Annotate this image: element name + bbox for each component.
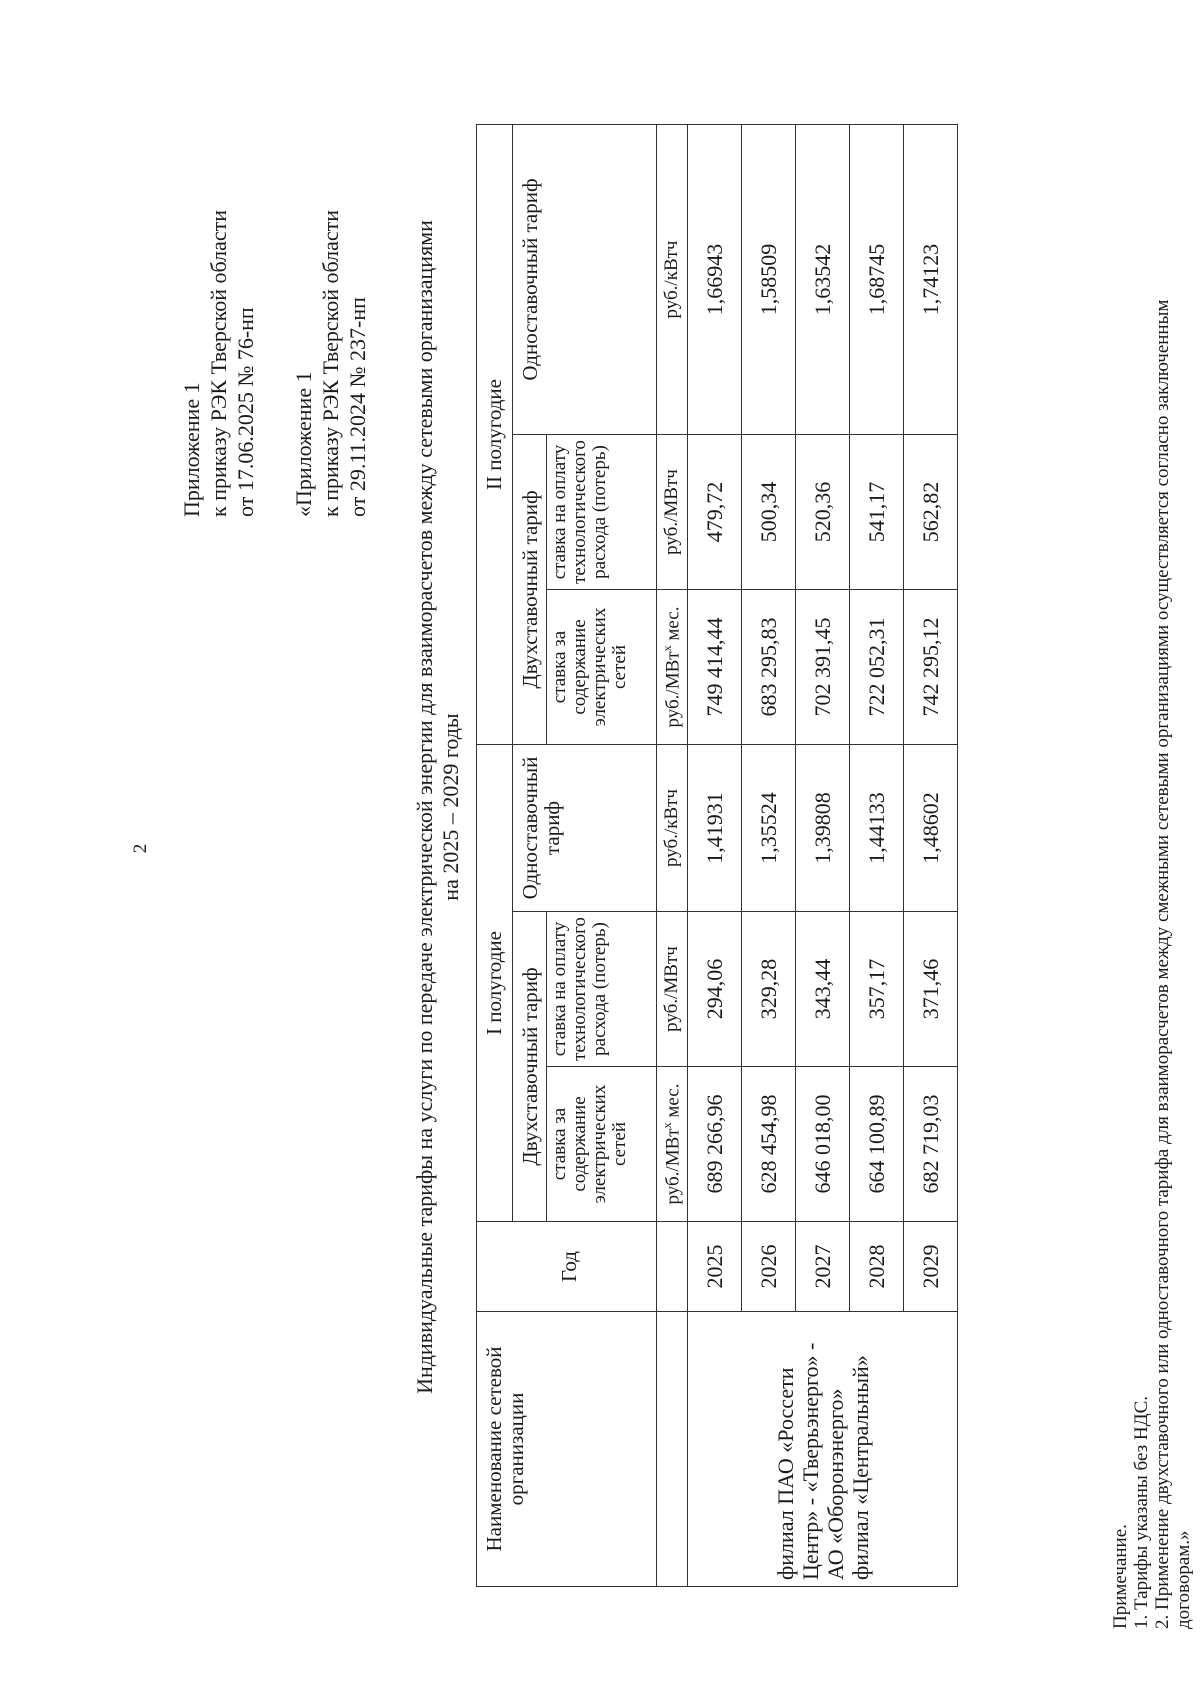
cell-h2-one-part: 1,68745 xyxy=(850,125,904,435)
unit-cell-empty xyxy=(657,1312,688,1587)
unit-maintenance xyxy=(657,1067,688,1222)
cell-h1-losses: 294,06 xyxy=(688,912,742,1067)
header-org-name: Наименование сетевой организации xyxy=(477,1312,657,1587)
header-first-half: I полугодие xyxy=(477,745,513,1222)
unit-superscript: х xyxy=(659,645,674,652)
unit-losses: руб./МВтч xyxy=(657,912,688,1067)
cell-h2-maintenance: 742 295,12 xyxy=(904,590,958,745)
header-year: Год xyxy=(477,1222,657,1312)
unit-one-part: руб./кВтч xyxy=(657,125,688,435)
header-rate-maintenance: ставка за содержание электрических сетей xyxy=(547,590,657,745)
note-item: 1. Тарифы указаны без НДС. xyxy=(1131,1395,1152,1629)
header-two-part-tariff: Двухставочный тариф xyxy=(513,435,547,745)
cell-h1-losses: 357,17 xyxy=(850,912,904,1067)
note-item: договорам.» xyxy=(1173,1530,1194,1629)
cell-h1-maintenance: 628 454,98 xyxy=(742,1067,796,1222)
cell-h2-losses: 479,72 xyxy=(688,435,742,590)
table-row xyxy=(688,125,742,1587)
appendix-line: от 29.11.2024 № 237-нп xyxy=(345,297,370,517)
header-one-part-tariff: Одноставочный тариф xyxy=(513,125,657,435)
appendix-line: «Приложение 1 xyxy=(291,371,316,517)
cell-h1-one-part: 1,41931 xyxy=(688,745,742,912)
notes-section xyxy=(1110,89,1194,1629)
units-row xyxy=(657,125,688,1587)
unit-text: мес. xyxy=(662,1083,684,1123)
cell-h1-maintenance: 682 719,03 xyxy=(904,1067,958,1222)
note-item: 2. Применение двухставочного или одноставочного тарифа для взаиморасчетов между смежными сетевыми организациями осуществляется согласно заключенным xyxy=(1152,299,1173,1629)
cell-h2-one-part: 1,58509 xyxy=(742,125,796,435)
cell-h2-losses: 520,36 xyxy=(796,435,850,590)
appendix-line: к приказу РЭК Тверской области xyxy=(318,209,343,517)
cell-h2-maintenance: 683 295,83 xyxy=(742,590,796,745)
organization-name: филиал ПАО «Россети Центр» - «Тверьэнерго» - АО «Оборонэнерго» филиал «Центральный» xyxy=(688,1312,958,1587)
cell-h1-one-part: 1,39808 xyxy=(796,745,850,912)
notes-heading: Примечание. xyxy=(1110,1524,1131,1629)
appendix-line: Приложение 1 xyxy=(179,382,204,517)
unit-superscript: х xyxy=(659,1122,674,1129)
cell-h1-losses: 329,28 xyxy=(742,912,796,1067)
header-one-part-tariff: Одноставочный тариф xyxy=(513,745,657,912)
unit-one-part: руб./кВтч xyxy=(657,745,688,912)
tariff-table xyxy=(476,124,958,1587)
appendix-line: от 17.06.2025 № 76-нп xyxy=(233,307,258,517)
cell-year: 2027 xyxy=(796,1222,850,1312)
cell-h1-losses: 343,44 xyxy=(796,912,850,1067)
title-line: Индивидуальные тарифы на услуги по передаче электрической энергии для взаиморасчетов между сетевыми организациями xyxy=(412,220,437,1394)
header-rate-losses: ставка на оплату технологического расхода (потерь) xyxy=(547,435,657,590)
cell-h2-losses: 541,17 xyxy=(850,435,904,590)
cell-h2-losses: 562,82 xyxy=(904,435,958,590)
cell-h1-maintenance: 646 018,00 xyxy=(796,1067,850,1222)
header-second-half: II полугодие xyxy=(477,125,513,745)
cell-h1-one-part: 1,48602 xyxy=(904,745,958,912)
unit-text: руб./МВт xyxy=(662,1128,684,1205)
cell-h2-maintenance: 722 052,31 xyxy=(850,590,904,745)
cell-h2-losses: 500,34 xyxy=(742,435,796,590)
cell-h2-maintenance: 749 414,44 xyxy=(688,590,742,745)
cell-year: 2029 xyxy=(904,1222,958,1312)
cell-year: 2026 xyxy=(742,1222,796,1312)
appendix-reference-previous xyxy=(290,210,371,517)
cell-h2-one-part: 1,63542 xyxy=(796,125,850,435)
header-rate-maintenance: ставка за содержание электрических сетей xyxy=(547,1067,657,1222)
header-rate-losses: ставка на оплату технологического расхода (потерь) xyxy=(547,912,657,1067)
cell-h1-one-part: 1,44133 xyxy=(850,745,904,912)
cell-h1-losses: 371,46 xyxy=(904,912,958,1067)
unit-text: руб./МВт xyxy=(662,651,684,728)
page-number: 2 xyxy=(130,843,151,854)
unit-text: мес. xyxy=(662,606,684,646)
title-line: на 2025 – 2029 годы xyxy=(438,713,463,901)
cell-year: 2025 xyxy=(688,1222,742,1312)
unit-cell-empty xyxy=(657,1222,688,1312)
cell-year: 2028 xyxy=(850,1222,904,1312)
cell-h2-one-part: 1,66943 xyxy=(688,125,742,435)
appendix-reference-current xyxy=(178,210,259,517)
header-two-part-tariff: Двухставочный тариф xyxy=(513,912,547,1222)
appendix-line: к приказу РЭК Тверской области xyxy=(206,209,231,517)
cell-h2-one-part: 1,74123 xyxy=(904,125,958,435)
cell-h1-maintenance: 689 266,96 xyxy=(688,1067,742,1222)
cell-h1-maintenance: 664 100,89 xyxy=(850,1067,904,1222)
unit-losses: руб./МВтч xyxy=(657,435,688,590)
unit-maintenance xyxy=(657,590,688,745)
cell-h1-one-part: 1,35524 xyxy=(742,745,796,912)
document-title xyxy=(412,97,464,1517)
cell-h2-maintenance: 702 391,45 xyxy=(796,590,850,745)
